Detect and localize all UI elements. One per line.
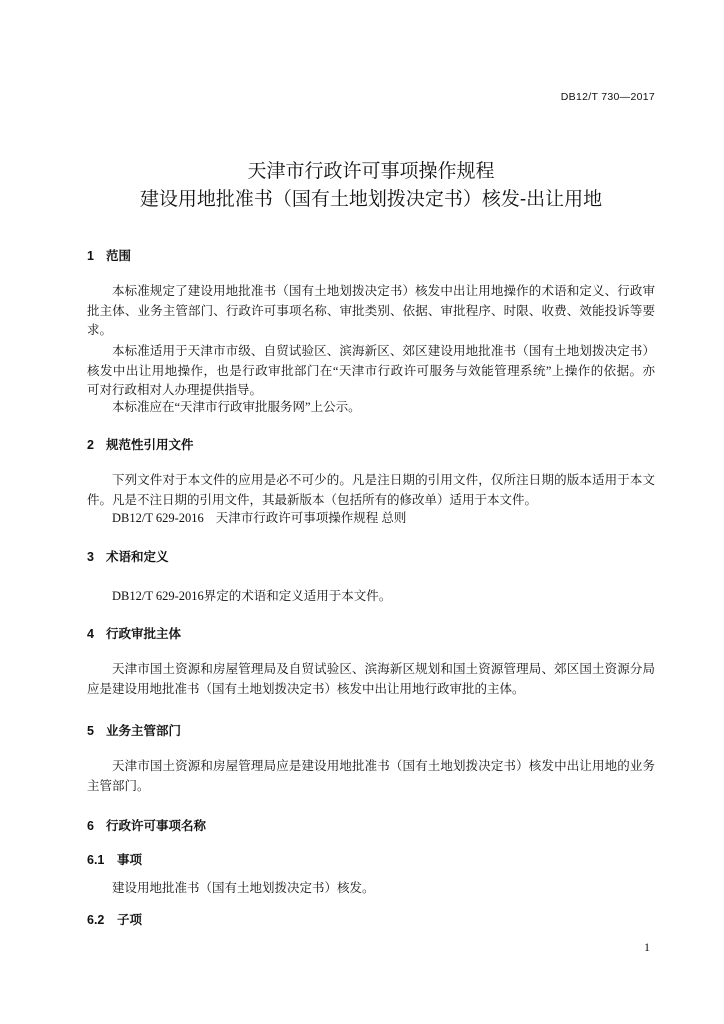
reference-code: DB12/T 629-2016 [112, 511, 204, 525]
text-line: 下列文件对于本文件的应用是必不可少的。凡是注日期的引用文件，仅所注日期的版本适用于本文 [112, 473, 655, 487]
subsection-number: 6.2 [87, 913, 105, 927]
section-number: 1 [87, 249, 94, 263]
normative-reference [87, 509, 655, 529]
section-title: 行政审批主体 [106, 627, 182, 641]
text-line: 主管部门。 [87, 778, 150, 793]
subsection-title: 子项 [117, 913, 143, 927]
text-line: 建设用地批准书（国有土地划拨决定书）核发。 [112, 881, 375, 895]
section-1-heading [87, 246, 655, 266]
text-line: 核发中出让用地操作，也是行政审批部门在“天津市行政许可服务与效能管理系统”上操作的依据。亦 [87, 363, 655, 378]
title-line-2: 建设用地批准书（国有土地划拨决定书）核发-出让用地 [139, 189, 603, 210]
section-5-paragraph-1 [87, 757, 655, 796]
subsection-6-1-heading [87, 850, 655, 870]
section-title: 行政许可事项名称 [106, 819, 207, 833]
subsection-6-1-paragraph-1 [87, 879, 655, 899]
section-title: 业务主管部门 [106, 724, 182, 738]
section-4-paragraph-1 [87, 660, 655, 699]
section-number: 5 [87, 724, 94, 738]
section-2-heading [87, 435, 655, 455]
section-title: 术语和定义 [106, 550, 169, 564]
section-4-heading [87, 624, 655, 644]
section-number: 3 [87, 550, 94, 564]
section-number: 2 [87, 438, 94, 452]
text-line: 批主体、业务主管部门、行政许可事项名称、审批类别、依据、审批程序、时限、收费、效能投诉等要 [87, 303, 655, 318]
text-line: 件。凡是不注日期的引用文件，其最新版本（包括所有的修改单）适用于本文件。 [87, 492, 538, 507]
section-title: 规范性引用文件 [106, 438, 194, 452]
section-number: 6 [87, 819, 94, 833]
reference-name: 天津市行政许可事项操作规程 总则 [215, 511, 407, 525]
section-number: 4 [87, 627, 94, 641]
section-1-paragraph-2 [87, 342, 655, 401]
section-1-paragraph-1 [87, 282, 655, 341]
text-line: 天津市国土资源和房屋管理局及自贸试验区、滨海新区规划和国土资源管理局、郊区国土资源分局 [112, 662, 655, 676]
text-line: 本标准适用于天津市市级、自贸试验区、滨海新区、郊区建设用地批准书（国有土地划拨决定书） [112, 344, 655, 358]
text-line: 天津市国土资源和房屋管理局应是建设用地批准书（国有土地划拨决定书）核发中出让用地的业务 [112, 759, 655, 773]
text-line: 可对行政相对人办理提供指导。 [87, 383, 263, 398]
document-code: DB12/T 730—2017 [560, 91, 655, 103]
text-line: 求。 [87, 323, 113, 338]
text-line: 本标准应在“天津市行政审批服务网”上公示。 [112, 400, 361, 414]
subsection-title: 事项 [117, 853, 143, 867]
section-5-heading [87, 721, 655, 741]
subsection-number: 6.1 [87, 853, 105, 867]
text-line: DB12/T 629-2016界定的术语和定义适用于本文件。 [112, 589, 392, 603]
section-3-paragraph-1 [87, 587, 655, 607]
title-line-1: 天津市行政许可事项操作规程 [247, 161, 495, 182]
section-6-heading [87, 816, 655, 836]
text-line: 应是建设用地批准书（国有土地划拨决定书）核发中出让用地行政审批的主体。 [87, 681, 525, 696]
section-1-paragraph-3 [87, 398, 655, 418]
section-2-paragraph-1 [87, 471, 655, 510]
text-line: 本标准规定了建设用地批准书（国有土地划拨决定书）核发中出让用地操作的术语和定义、行政审 [112, 284, 655, 298]
section-title: 范围 [106, 249, 132, 263]
page-number: 1 [644, 940, 650, 954]
reference-line [87, 509, 655, 529]
subsection-6-2-heading [87, 910, 655, 930]
section-3-heading [87, 547, 655, 567]
